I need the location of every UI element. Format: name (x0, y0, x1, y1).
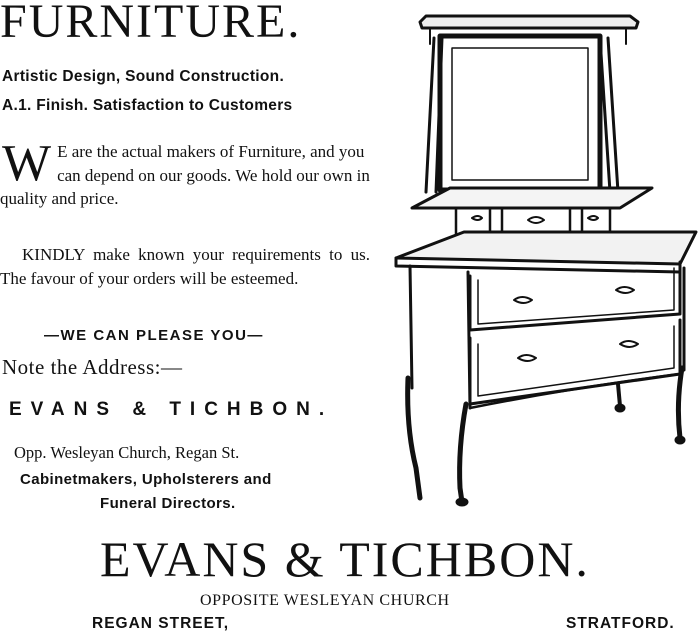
address-large: OPPOSITE WESLEYAN CHURCH (200, 592, 450, 609)
request-paragraph: KINDLY make known your requirements to us. The favour of your orders will be esteemed. (0, 245, 370, 288)
drop-cap: W (2, 135, 52, 192)
intro-paragraph (0, 135, 370, 211)
address-note: Note the Address:— (2, 355, 183, 379)
tagline-finish: A.1. Finish. Satisfaction to Customers (2, 97, 293, 114)
trades-line-1: Cabinetmakers, Upholsterers and (20, 471, 272, 488)
street-name: REGAN STREET, (92, 615, 230, 632)
address-small: Opp. Wesleyan Church, Regan St. (14, 443, 240, 462)
dressing-table-illustration (390, 8, 700, 508)
town-name: STRATFORD. (566, 615, 675, 632)
trades-line-2: Funeral Directors. (100, 495, 236, 512)
headline: FURNITURE. (0, 0, 302, 48)
tagline-design: Artistic Design, Sound Construction. (2, 68, 285, 85)
firm-name-large: EVANS & TICHBON. (100, 531, 590, 587)
slogan: —WE CAN PLEASE YOU— (44, 327, 264, 344)
intro-text: E are the actual makers of Furniture, and you can depend on our goods. We hold our own in quality and price. (0, 142, 370, 208)
firm-name-small: EVANS & TICHBON. (9, 399, 334, 420)
